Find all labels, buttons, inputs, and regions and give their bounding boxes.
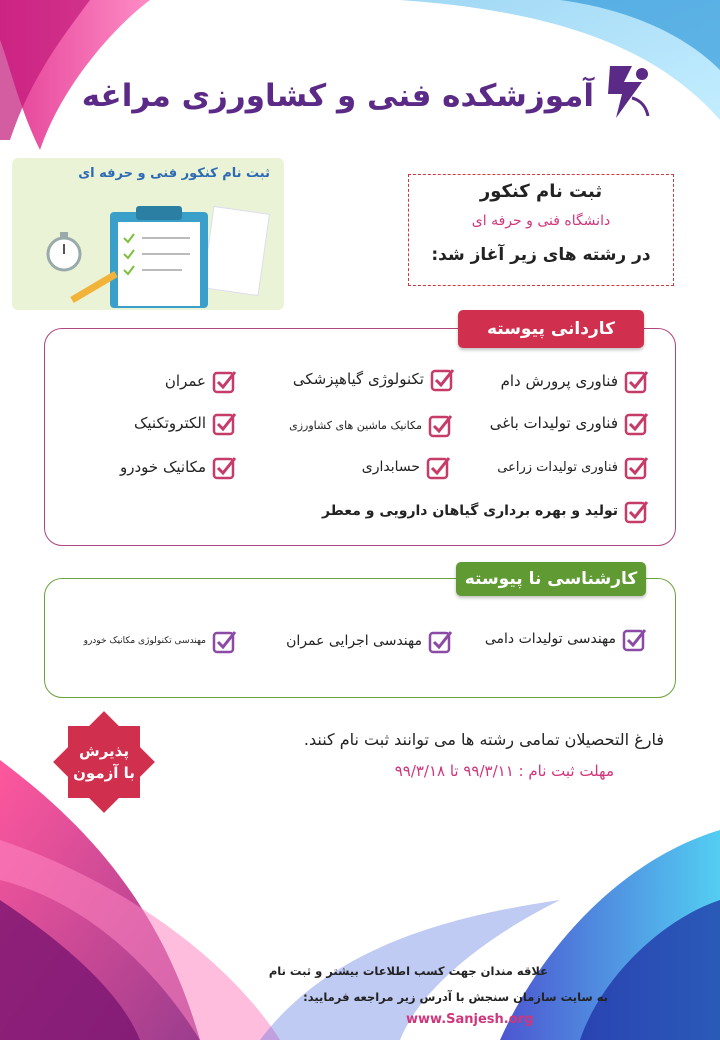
program-item [362, 454, 452, 480]
checkbox-check-icon [212, 628, 238, 654]
footer-line-1: علاقه مندان جهت کسب اطلاعات بیشتر و ثبت نام [268, 964, 548, 978]
program-label: مکانیک خودرو [120, 458, 206, 476]
page-title: آموزشکده فنی و کشاورزی مراغه [81, 78, 594, 114]
registration-notice [408, 174, 674, 286]
program-label: فناوری پرورش دام [500, 372, 618, 390]
checkbox-check-icon [624, 454, 650, 480]
school-logo-icon [602, 62, 654, 122]
program-label: مکانیک ماشین های کشاورزی [289, 418, 422, 432]
registration-illustration [12, 158, 284, 310]
admission-badge-text [60, 740, 148, 784]
program-label: مهندسی تکنولوژی مکانیک خودرو [83, 636, 206, 646]
checkbox-check-icon [624, 368, 650, 394]
notice-line-1: ثبت نام کنکور [479, 181, 603, 202]
program-item [289, 412, 454, 438]
program-label: مهندسی اجرایی عمران [286, 633, 422, 649]
program-item [134, 410, 238, 436]
program-item [293, 366, 456, 392]
program-item [165, 368, 238, 394]
checkbox-check-icon [624, 410, 650, 436]
footer-line-2: به سایت سازمان سنجش با آدرس زیر مراجعه فرمایید: [303, 990, 608, 1004]
program-label: فناوری تولیدات زراعی [497, 459, 618, 475]
checkbox-check-icon [426, 454, 452, 480]
program-label: فناوری تولیدات باغی [489, 414, 618, 432]
program-item [286, 628, 454, 654]
checkbox-check-icon [428, 628, 454, 654]
illustration-caption: ثبت نام کنکور فنی و حرفه ای [78, 166, 270, 181]
registration-deadline: مهلت ثبت نام : ۹۹/۳/۱۱ تا ۹۹/۳/۱۸ [394, 762, 614, 780]
graduates-note: فارغ التحصیلان تمامی رشته ها می توانند ثبت نام کنند. [303, 730, 664, 749]
program-label: حسابداری [361, 459, 420, 475]
checkbox-check-icon [212, 410, 238, 436]
checkbox-check-icon [624, 498, 650, 524]
checkbox-check-icon [428, 412, 454, 438]
clipboard-icon [12, 158, 284, 310]
program-item [322, 498, 650, 524]
checkbox-check-icon [430, 366, 456, 392]
checkbox-check-icon [622, 626, 648, 652]
program-item [501, 368, 650, 394]
bachelor-degree-header: کارشناسی نا پیوسته [456, 562, 646, 596]
program-label: عمران [164, 372, 206, 390]
associate-degree-header: کاردانی پیوسته [458, 310, 644, 348]
program-item [497, 454, 650, 480]
notice-line-3: در رشته های زیر آغاز شد: [431, 245, 651, 265]
program-item [490, 410, 650, 436]
program-item [485, 626, 648, 652]
program-item [84, 628, 238, 654]
program-label: تولید و بهره برداری گیاهان دارویی و معطر [321, 503, 618, 519]
website-link[interactable]: www.Sanjesh.org [406, 1012, 534, 1027]
admission-line-2: با آزمون [73, 764, 135, 782]
checkbox-check-icon [212, 454, 238, 480]
notice-line-2: دانشگاه فنی و حرفه ای [471, 213, 611, 229]
program-label: الکتروتکنیک [133, 414, 206, 432]
program-label: مهندسی تولیدات دامی [484, 631, 616, 647]
program-item [120, 454, 238, 480]
checkbox-check-icon [212, 368, 238, 394]
admission-line-1: پذیرش [79, 742, 129, 760]
program-label: تکنولوژی گیاهپزشکی [292, 370, 424, 388]
